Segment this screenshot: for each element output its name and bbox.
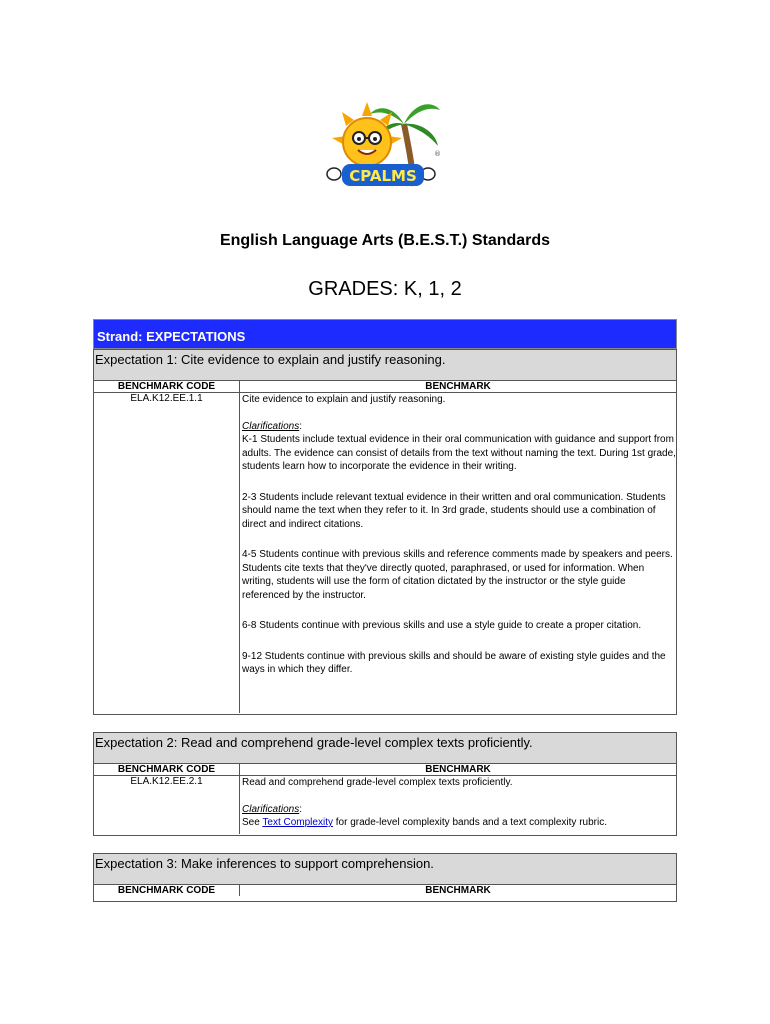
benchmark-text: Cite evidence to explain and justify reasoning. (242, 394, 446, 405)
clarification-k1: K-1 Students include textual evidence in their oral communication with guidance and support from adults. The evidence can consist of details from the text without naming the text. During 1st grade, students learn how to incorporate the evidence in their writing. (242, 434, 676, 472)
clarification-68: 6-8 Students continue with previous skills and use a style guide to create a proper citation. (242, 620, 642, 631)
expectation-3 (93, 853, 677, 902)
benchmark-header: BENCHMARK (240, 764, 677, 776)
benchmark-cell: Read and comprehend grade-level complex texts proficiently. Clarifications: See Text Complexity for grade-level complexity bands and a text complexity rubric. (240, 776, 677, 835)
clarifications-label: Clarifications (242, 803, 300, 815)
benchmark-code-header: BENCHMARK CODE (94, 764, 240, 776)
expectation-2 (93, 732, 677, 836)
benchmark-code-header: BENCHMARK CODE (94, 381, 240, 393)
see-suffix: for grade-level complexity bands and a text complexity rubric. (332, 817, 607, 828)
benchmark-cell: Cite evidence to explain and justify reasoning. Clarifications: K-1 Students include textual evidence in their oral communication with guidance and support from adults. The evidence can consist of details from the text without naming the text. During 1st grade, students learn how to incorporate the evidence in their writing. 2-3 Students include relevant textual evidence in their written and oral communication. Students should name the text when they refer to it. In 3rd grade, students should use a combination of direct and indirect citations. 4-5 Students continue with previous skills and reference comments made by speakers and peers. Students cite texts that they've directly quoted, paraphrased, or used for information. When writing, students will use the form of citation dictated by the instructor or the style guide referenced by the instructor. 6-8 Students continue with previous skills and use a style guide to create a proper citation. 9-12 Students continue with previous skills and should be aware of existing style guides and the ways in which they differ. (242, 394, 676, 675)
cpalms-logo (322, 94, 442, 194)
registered-mark: ® (434, 150, 441, 158)
strand-header: Strand: EXPECTATIONS (93, 319, 677, 349)
page-title: English Language Arts (B.E.S.T.) Standards (219, 232, 551, 249)
benchmark-code-header: BENCHMARK CODE (94, 885, 240, 896)
clarifications-label: Clarifications (242, 420, 300, 432)
text-complexity-link[interactable]: Text Complexity (262, 817, 333, 828)
expectation-1 (93, 349, 677, 715)
benchmark-text: Read and comprehend grade-level complex texts proficiently. (242, 777, 513, 788)
benchmark-header: BENCHMARK (240, 381, 677, 393)
clarification-23: 2-3 Students include relevant textual evidence in their written and oral communication. Students should name the text when they refer to it. In 3rd grade, students should use a combination of direct and indirect citations. (242, 491, 666, 530)
clarification-912: 9-12 Students continue with previous skills and should be aware of existing style guides and the ways in which they differ. (242, 650, 666, 675)
clarification-45: 4-5 Students continue with previous skills and reference comments made by speakers and peers. Students cite texts that they've directly quoted, paraphrased, or used for information. When writing, students will use the form of citation dictated by the instructor or the style guide referenced by the instructor. (242, 549, 673, 601)
benchmark-header: BENCHMARK (425, 885, 491, 896)
see-prefix: See (242, 817, 263, 828)
expectation-1-title: Expectation 1: Cite evidence to explain and justify reasoning. (94, 350, 676, 381)
expectation-2-title: Expectation 2: Read and comprehend grade-level complex texts proficiently. (94, 733, 676, 764)
grades-heading: GRADES: K, 1, 2 (308, 278, 462, 300)
logo-wordmark: CPALMS (349, 167, 417, 185)
benchmark-code: ELA.K12.EE.1.1 (94, 393, 240, 714)
expectation-3-title: Expectation 3: Make inferences to support comprehension. (94, 854, 676, 885)
benchmark-code: ELA.K12.EE.2.1 (94, 776, 240, 835)
